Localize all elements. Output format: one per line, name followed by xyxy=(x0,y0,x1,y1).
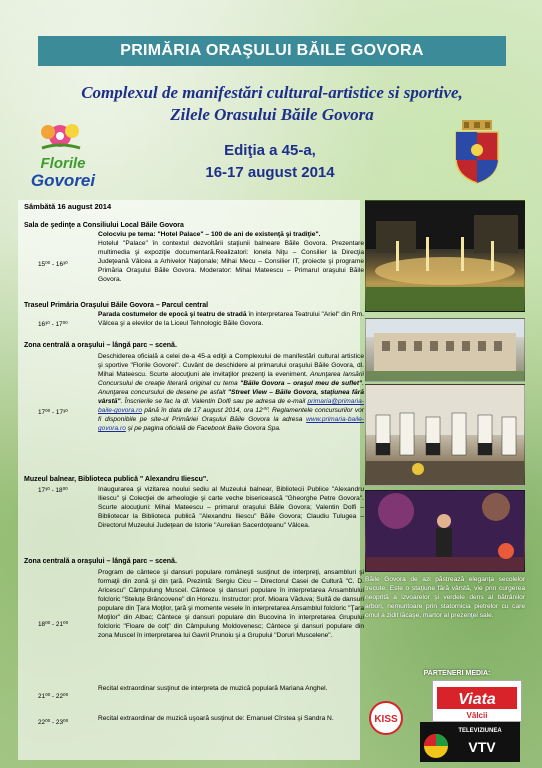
event-text: până în data de 17 august 2014, ora 12⁰⁰. Reglamentele concursurilor vor fi disponibile pe site-ul Primăriei Oraşului Băile Govora la adresa xyxy=(98,407,364,423)
event-highlight: Parada costumelor de epocă şi teatru de stradă xyxy=(98,311,247,318)
event-text: Anunţarea lansării Concursului de creaţie literară original cu tema xyxy=(98,371,364,387)
event-text: . Înscrierile se fac la dl. Valentin Dolfi sau pe adresa de e-mail xyxy=(120,398,308,405)
viata-logo-subtext: Vâlcii xyxy=(466,711,488,720)
section-title: Zona centrală a oraşului – lângă parc – scenă. xyxy=(24,558,177,565)
headline-line-1: Complexul de manifestări cultural-artistice si sportive, xyxy=(81,83,463,102)
headline-line-2: Zilele Orasului Băile Govora xyxy=(170,105,374,124)
event-description: Recital extraordinar de muzică uşoară susţinut de: Emanuel Cîrstea şi Sandra N. xyxy=(98,715,334,722)
vtv-television-logo xyxy=(420,722,520,762)
event-description xyxy=(98,352,364,433)
event-highlight: "Băile Govora – oraşul meu de suflet" xyxy=(240,380,363,387)
event-text: . Anunţarea concursului de desene pe asfalt xyxy=(98,380,364,396)
vtv-logo-toptext: TELEVIZIUNEA xyxy=(458,728,502,734)
title-banner: PRIMĂRIA ORAŞULUI BĂILE GOVORA xyxy=(38,36,506,66)
singer-stage-photo xyxy=(365,490,525,572)
event-text: şi pe pagina oficială de Facebook Baile Govora Spa. xyxy=(125,425,281,432)
florile-govorei-logo xyxy=(20,118,106,192)
media-partners-heading: PARTENERI MEDIA: xyxy=(423,670,491,677)
event-description: Program de cântece şi dansuri populare româneşti susţinut de interpreţi, ansambluri şi formaţii din zonă şi din ţară. Prezintă: Sergiu Cicu – Directorul Casei de Cultură "C. D. Aricescu" Câmpulung Muscel. Cântece şi dansuri populare în interpretarea Ansamblului folcloric "Steluţe Brâncovene" din Horezu. Instructor: prof. Mioara Văduva; Suită de dansuri populare din Ţara Moţilor, ţară şi momente vesele în interpretarea Ansamblul folcloric "Ţara Moţilor" din Albac; Cântece şi dansuri populare din Bucovina în interpretarea Grupului folcloric "Floare de colţ" din Câmpulung Moldovenesc; Cântece şi dansuri populare din zona Muscel în interpretarea lui Gavril Prunoiu şi a Grupului "Doruri Muscelene". xyxy=(98,569,364,639)
event-description: Inaugurarea şi vizitarea noului sediu al Muzeului balnear, Bibliotecii Publice "Alexandru Iliescu" şi Colecţiei de arheologie şi carte veche bisericească "Gheorghe Petre Govora". Scurte alocuţiuni: Mihai Mateescu – primarul oraşului Băile Govora; Valentin Dolfi – Bibliotecar la Biblioteca publică "Alexandru Iliescu" Băile Govora; Claudiu Tulugea – Directorul Muzeului Judeţean de Istorie "Aurelian Sacerdoţeanu" Vâlcea. xyxy=(98,486,364,529)
event-highlight: "Street View – Băile Govora, staţiunea fără vârstă" xyxy=(98,389,364,405)
time-slot: 22⁰⁰ - 23⁰⁰ xyxy=(38,719,69,726)
section-title: Sala de şedinţe a Consiliului Local Băile Govora xyxy=(24,222,184,229)
kiss-logo-text: KISS xyxy=(374,714,398,725)
vtv-logo-text: VTV xyxy=(468,739,496,755)
time-slot: 17³⁰ - 18⁰⁰ xyxy=(38,487,68,494)
hotel-illustration xyxy=(366,319,524,381)
time-slot: 15⁰⁰ - 16³⁰ xyxy=(38,261,68,268)
time-slot: 16³⁰ - 17⁰⁰ xyxy=(38,321,68,328)
singer-illustration xyxy=(366,491,524,571)
viata-logo-text: Viata xyxy=(458,691,496,708)
event-description xyxy=(98,310,364,328)
email-link[interactable]: primaria@primaria-baile-govora.ro xyxy=(98,398,364,414)
section-subtitle: Colocviu pe tema: "Hotel Palace" – 100 de ani de existenţă şi tradiţie". xyxy=(98,231,321,238)
edition-dates: 16-17 august 2014 xyxy=(205,164,335,181)
logo-line-1: Florile xyxy=(40,155,86,172)
kiss-fm-logo xyxy=(364,700,412,736)
website-link[interactable]: www.primaria-baile-govora.ro xyxy=(98,416,364,432)
folk-dancers-photo xyxy=(365,384,525,486)
viata-valcii-logo xyxy=(432,680,522,722)
time-slot: 17⁰⁰ - 17³⁰ xyxy=(38,409,68,416)
event-text: Deschiderea oficială a celei de-a 45-a ediţii a Complexului de manifestări cultural artistice şi sportive "Florile Govorei". Cuvânt de deschidere al primarului oraşului Băile Govora, dl. Mihai Mateescu. Scurte alocuţiuni ale invitaţilor prezenţi la eveniment. xyxy=(98,353,364,378)
hotel-palace-photo xyxy=(365,318,525,382)
time-slot: 18⁰⁰ - 21⁰⁰ xyxy=(38,621,69,628)
logo-line-2: Govorei xyxy=(30,171,96,190)
time-slot: 21⁰⁰ - 22⁰⁰ xyxy=(38,693,69,700)
section-title: Muzeul balnear, Biblioteca publică " Alexandru Iliescu". xyxy=(24,476,209,483)
section-title: Traseul Primăria Oraşului Băile Govora – Parcul central xyxy=(24,302,209,309)
coat-of-arms-icon xyxy=(452,120,502,184)
fountain-night-photo xyxy=(365,200,525,312)
schedule-day: Sâmbătă 16 august 2014 xyxy=(24,202,112,211)
resort-description: Băile Govora de azi păstrează eleganţa secolelor trecute. Este o staţiune fără vârstă, vie prin curgerea neoprită a izvoarelor şi verdele dens al bătrânilor arbori, nemuritoare prin statornicia pietrelor cu care omul a zidit lăcaşe, martor al prezenţei sale. xyxy=(365,576,525,619)
dancers-illustration xyxy=(366,385,524,485)
event-text: în interpretarea Teatrului "Ariel" din Rm. Vâlcea şi a elevilor de la Liceul Tehnologic Băile Govora. xyxy=(98,311,365,327)
event-description: Hotelul "Palace" în contextul dezvoltării staţiunii balneare Băile Govora. Prezentare multimedia şi expoziţie documentară.Realizatori: Ionela Niţu – Consilier la Direcţia Judeţeană Vâlcea a Arhivelor Naţionale; Mihai Mecu – Consilier IT, proiecte şi programe Primăria Oraşului Băile Govora. Moderator: Mihai Mateescu – Primarul oraşului Băile Govora. xyxy=(98,240,364,283)
edition-block xyxy=(140,140,400,184)
edition-number: Ediţia a 45-a, xyxy=(224,142,316,159)
fountain-illustration xyxy=(366,201,524,311)
section-title: Zona centrală a oraşului – lângă parc – scenă. xyxy=(24,342,177,349)
event-description: Recital extraordinar susţinut de interpreta de muzică populară Mariana Anghel. xyxy=(98,685,328,692)
